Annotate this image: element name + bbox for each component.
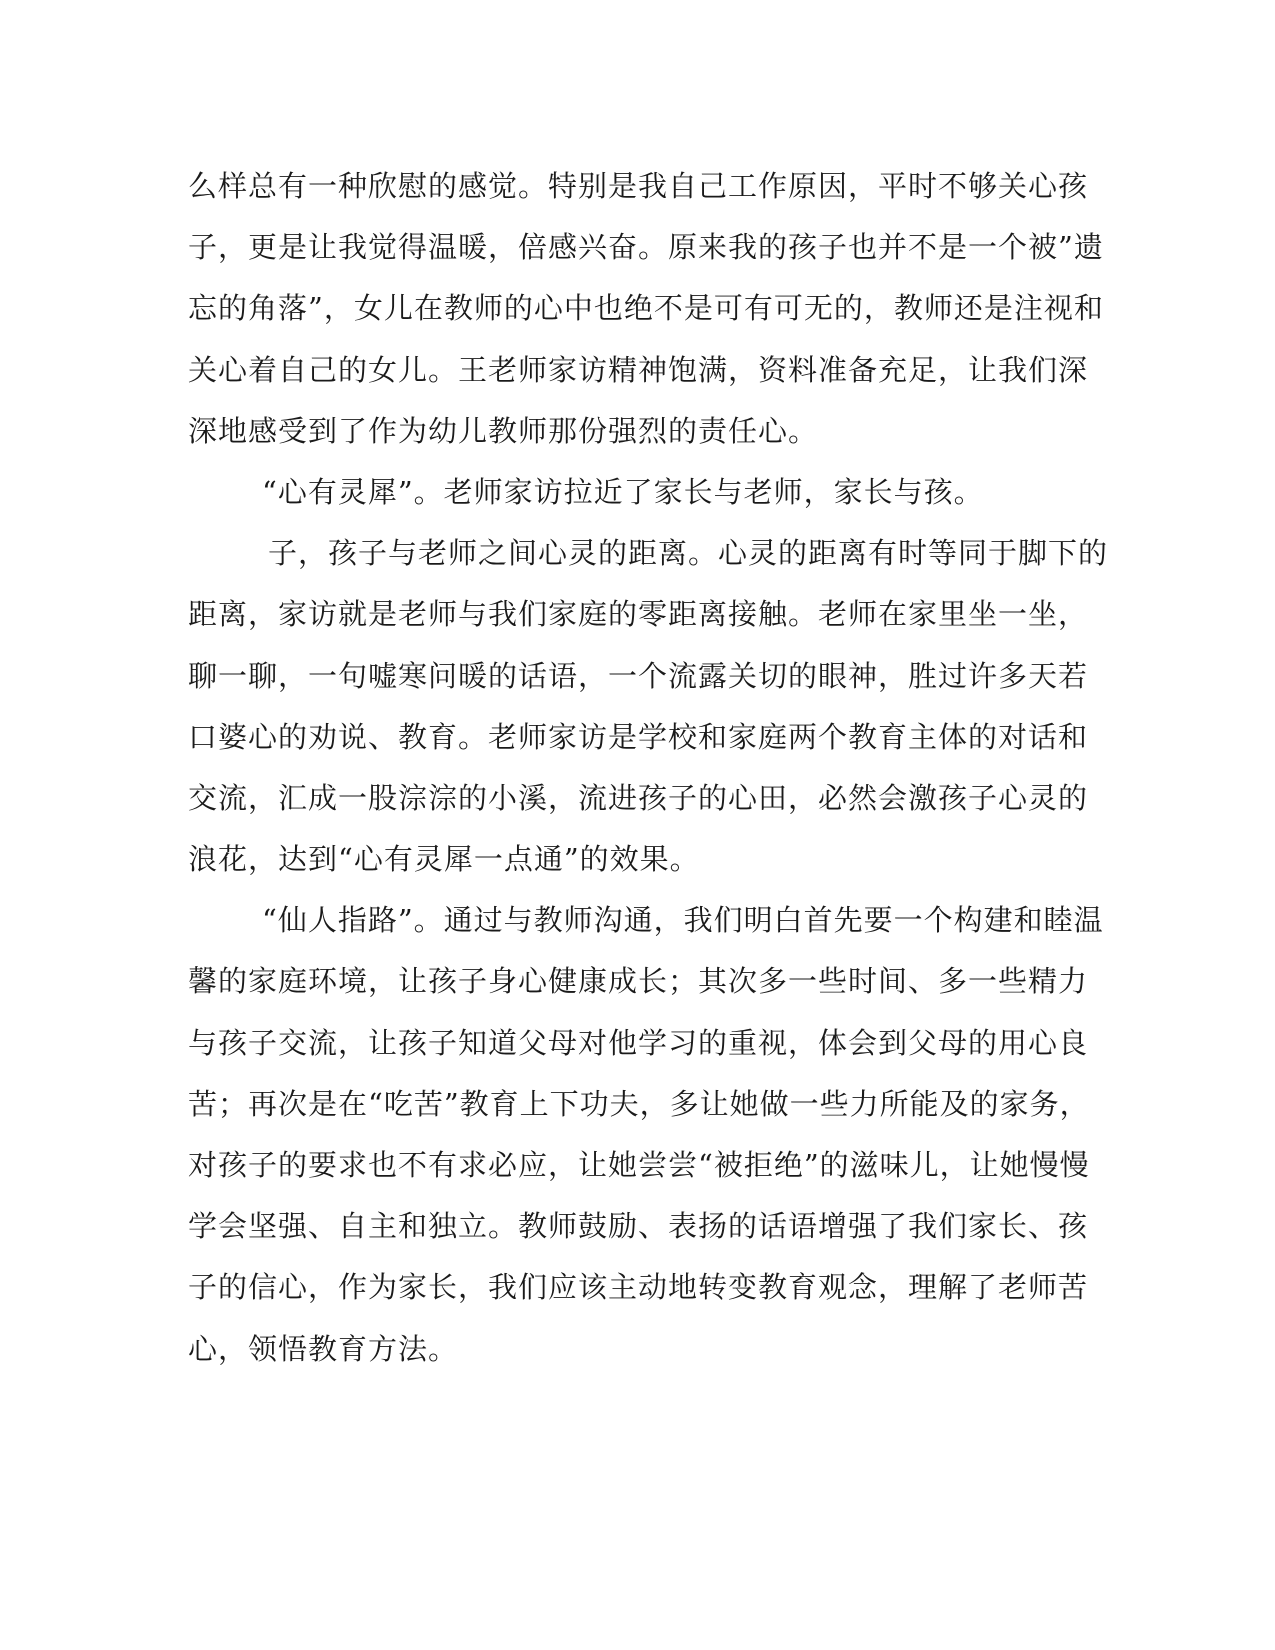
text-line: 聊一聊，一句嘘寒问暖的话语，一个流露关切的眼神，胜过许多天若 [188, 658, 1089, 693]
text-line: 与孩子交流，让孩子知道父母对他学习的重视，体会到父母的用心良 [188, 1025, 1089, 1060]
text-line: 浪花，达到“心有灵犀一点通”的效果。 [188, 842, 700, 877]
text-line: 交流，汇成一股淙淙的小溪，流进孩子的心田，必然会激孩子心灵的 [188, 780, 1089, 815]
text-line: 深地感受到了作为幼儿教师那份强烈的责任心。 [188, 413, 819, 448]
text-line: 子，更是让我觉得温暖，倍感兴奋。原来我的孩子也并不是一个被”遗 [188, 230, 1104, 265]
text-line: 关心着自己的女儿。王老师家访精神饱满，资料准备充足，让我们深 [188, 352, 1089, 387]
text-line: 馨的家庭环境，让孩子身心健康成长；其次多一些时间、多一些精力 [188, 964, 1089, 999]
text-line: 子，孩子与老师之间心灵的距离。心灵的距离有时等同于脚下的 [268, 536, 1109, 571]
text-line: 心，领悟教育方法。 [188, 1331, 459, 1366]
text-line: 口婆心的劝说、教育。老师家访是学校和家庭两个教育主体的对话和 [188, 719, 1089, 754]
text-line: 忘的角落”，女儿在教师的心中也绝不是可有可无的，教师还是注视和 [188, 291, 1104, 326]
text-line: 子的信心，作为家长，我们应该主动地转变教育观念，理解了老师苦 [188, 1270, 1089, 1305]
text-line: 学会坚强、自主和独立。教师鼓励、表扬的话语增强了我们家长、孩 [188, 1209, 1089, 1244]
text-line: “心有灵犀”。老师家访拉近了家长与老师，家长与孩。 [262, 474, 984, 509]
text-line: 对孩子的要求也不有求必应，让她尝尝“被拒绝”的滋味儿，让她慢慢 [188, 1148, 1090, 1182]
text-line: 距离，家访就是老师与我们家庭的零距离接触。老师在家里坐一坐， [188, 597, 1089, 632]
document-body [188, 156, 1109, 1380]
text-line: 么样总有一种欣慰的感觉。特别是我自己工作原因，平时不够关心孩 [188, 169, 1089, 203]
text-line: “仙人指路”。通过与教师沟通，我们明白首先要一个构建和睦温 [262, 903, 1104, 938]
text-line: 苦；再次是在“吃苦”教育上下功夫，多让她做一些力所能及的家务， [188, 1086, 1090, 1121]
